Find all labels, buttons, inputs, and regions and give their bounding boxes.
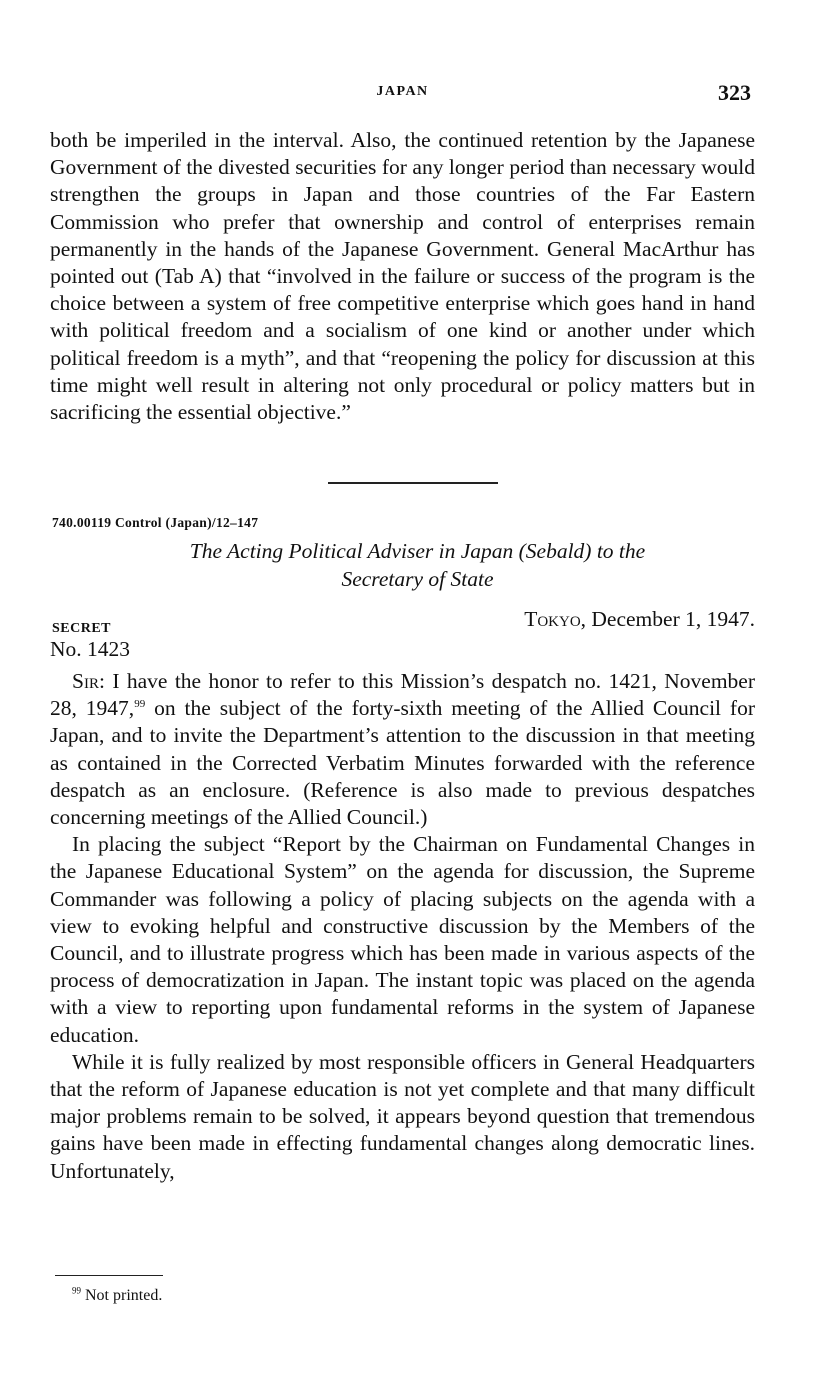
title-line-1: The Acting Political Adviser in Japan (Sebald) to the [189,539,646,563]
page-header [50,80,755,110]
salutation: Sir [72,669,99,693]
continuation-paragraph: both be imperiled in the interval. Also, the continued retention by the Japanese Government of the divested securities for any longer period than necessary would strengthen the groups in Japan and those countries of the Far Eastern Commission who prefer that ownership and control of enterprises remain permanently in the hands of the Japanese Government. General MacArthur has pointed out (Tab A) that “involved in the failure or success of the program is the choice between a system of free competitive enterprise which goes hand in hand with political freedom and a socialism of one kind or another under which political freedom is a myth”, and that “reopening the policy for discussion at this time might well result in altering not only procedural or policy matters but in sacrificing the essential objective.” [50,128,755,425]
footnote-marker: 99 [72,1285,81,1296]
section-divider [328,482,498,484]
footnote [72,1287,162,1305]
file-reference: 740.00119 Control (Japan)/12–147 [52,515,259,530]
classification-label: SECRET [52,621,112,636]
despatch-number: No. 1423 [50,637,131,661]
document-title [50,537,785,593]
paragraph-1: Sir: I have the honor to refer to this Mission’s despatch no. 1421, November 28, 1947,99 on the subject of the forty-sixth meeting of the Allied Council for Japan, and to invite the Department’s attention to the discussion in that meeting as contained in the Corrected Verbatim Minutes forwarded with the reference despatch as an enclosure. (Reference is also made to previous despatches concerning meetings of the Allied Council.) [50,669,756,830]
continuation-block [50,127,755,426]
date: , December 1, 1947. [580,607,755,631]
letter-body [50,668,755,1185]
place-date-line [524,607,755,632]
place: Tokyo [524,607,581,631]
paragraph-2: In placing the subject “Report by the Chairman on Fundamental Changes in the Japanese Educational System” on the agenda for discussion, the Supreme Commander was following a policy of placing subjects on the agenda with a view to evoking helpful and constructive discussion by the Members of the Council, and to illustrate progress which has been made in various aspects of the process of democratization in Japan. The instant topic was placed on the agenda with a view to reporting upon fundamental reforms in the system of Japanese education. [50,832,755,1047]
title-line-2: Secretary of State [341,567,494,591]
page-number: 323 [718,80,751,105]
running-title: JAPAN [376,84,429,99]
footnote-ref: 99 [134,698,146,711]
footnote-rule [55,1275,163,1276]
paragraph-3: While it is fully realized by most responsible officers in General Headquarters that the reform of Japanese education is not yet complete and that many difficult major problems remain to be solved, it appears beyond question that tremendous gains have been made in effecting fundamental changes along democratic lines. Unfortunately, [50,1049,755,1183]
footnote-text: Not printed. [81,1287,163,1304]
